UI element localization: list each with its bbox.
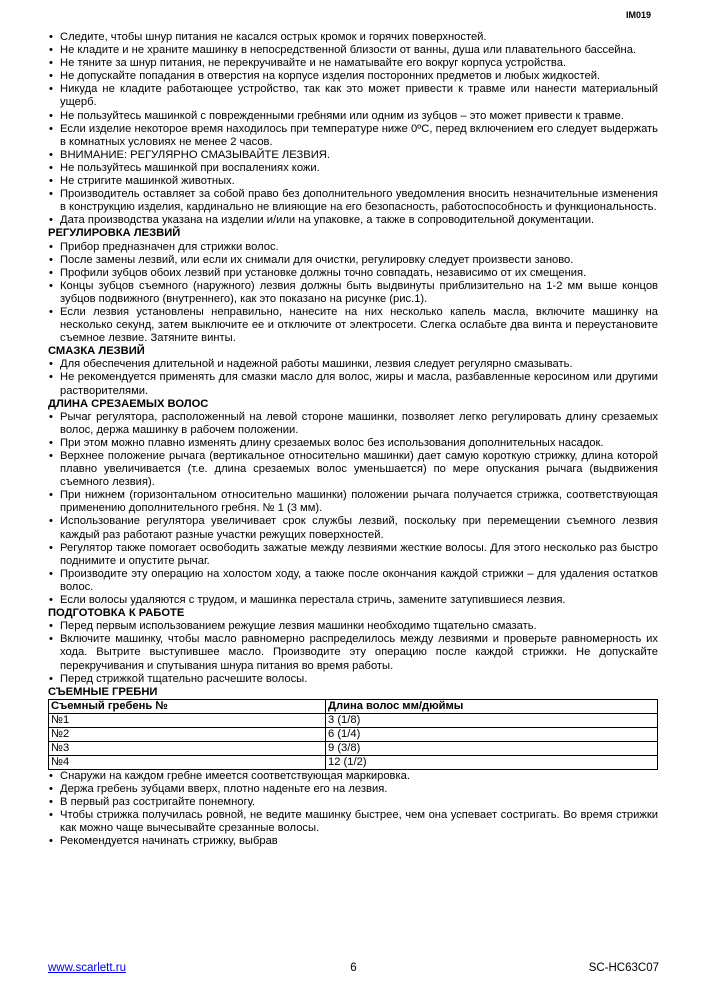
- preparation-list: [48, 620, 658, 685]
- list-item: • Производитель оставляет за собой право без дополнительного уведомления вносить незначительные изменения в конструкцию изделия, кардинально не влияющие на его безопасность, работоспособность и функциональность.: [48, 188, 658, 214]
- list-item: • Перед стрижкой тщательно расчешите волосы.: [48, 673, 658, 686]
- page-number: 6: [350, 962, 357, 974]
- list-item: • Регулятор также помогает освободить зажатые между лезвиями жесткие волосы. Для этого несколько раз быстро поднимите и опустите рычаг.: [48, 542, 658, 568]
- hair-length-cell: 12 (1/2): [326, 755, 658, 769]
- list-item: • Производите эту операцию на холостом ходу, а также после окончания каждой стрижки – для удаления остатков волос.: [48, 568, 658, 594]
- table-row: [49, 741, 658, 755]
- comb-number-cell: №1: [49, 713, 326, 727]
- list-item: • Если изделие некоторое время находилось при температуре ниже 0ºC, перед включением его следует выдержать в комнатных условиях не менее 2 часов.: [48, 123, 658, 149]
- manual-content: [48, 31, 658, 848]
- website-link[interactable]: www.scarlett.ru: [48, 962, 126, 974]
- list-item: • Концы зубцов съемного (наружного) лезвия должны быть выдвинуты приблизительно на 1-2 мм выше концов зубцов подвижного (внутреннего), как это показано на рисунке (рис.1).: [48, 280, 658, 306]
- list-item: • Следите, чтобы шнур питания не касался острых кромок и горячих поверхностей.: [48, 31, 658, 44]
- list-item: • Если лезвия установлены неправильно, нанесите на них несколько капель масла, включите машинку на несколько секунд, затем выключите ее и отключите от электросети. Слегка ослабьте два винта и переустановите съемное лезвие. Затяните винты.: [48, 306, 658, 345]
- hair-length-cell: 6 (1/4): [326, 727, 658, 741]
- section-heading-blade-adjustment: РЕГУЛИРОВКА ЛЕЗВИЙ: [48, 227, 181, 240]
- list-item: • При нижнем (горизонтальном относительно машинки) положении рычага получается стрижка, соответствующая применению дополнительного гребня. № 1 (3 мм).: [48, 489, 658, 515]
- list-item: • Рекомендуется начинать стрижку, выбрав: [48, 835, 658, 848]
- table-row: [49, 727, 658, 741]
- combs-table: [48, 699, 658, 770]
- comb-number-cell: №4: [49, 755, 326, 769]
- table-header-comb: Съемный гребень №: [49, 699, 326, 713]
- list-item: • Верхнее положение рычага (вертикальное относительно машинки) дает самую короткую стрижку, длина которой плавно увеличивается (т.е. длина срезаемых волос уменьшается) по мере опускания рычага (выдвижения съемного лезвия).: [48, 450, 658, 489]
- list-item: • Не тяните за шнур питания, не перекручивайте и не наматывайте его вокруг корпуса устройства.: [48, 57, 658, 70]
- safety-list: [48, 31, 658, 227]
- blade-lubrication-list: [48, 358, 658, 397]
- list-item: • Включите машинку, чтобы масло равномерно распределилось между лезвиями и проверьте равномерность их хода. Вытрите выступившее масло. Производите эту операцию после каждой стрижки. Не допускайте перекручивания и спутывания шнура питания во время работы.: [48, 633, 658, 672]
- comb-number-cell: №2: [49, 727, 326, 741]
- list-item: • Держа гребень зубцами вверх, плотно наденьте его на лезвия.: [48, 783, 658, 796]
- list-item: • Не пользуйтесь машинкой с поврежденными гребнями или одним из зубцов – это может привести к травме.: [48, 110, 658, 123]
- section-heading-cut-length: ДЛИНА СРЕЗАЕМЫХ ВОЛОС: [48, 397, 209, 410]
- page-footer: [48, 962, 659, 978]
- list-item: • Перед первым использованием режущие лезвия машинки необходимо тщательно смазать.: [48, 620, 658, 633]
- hair-length-cell: 3 (1/8): [326, 713, 658, 727]
- document-code: IM019: [625, 10, 651, 20]
- list-item: • Не стригите машинкой животных.: [48, 175, 658, 188]
- list-item: • Чтобы стрижка получилась ровной, не ведите машинку быстрее, чем она успевает состригать. Во время стрижки как можно чаще вычесывайте срезанные волосы.: [48, 809, 658, 835]
- cut-length-list: [48, 411, 658, 607]
- blade-adjustment-list: [48, 241, 658, 346]
- comb-number-cell: №3: [49, 741, 326, 755]
- list-item: • Прибор предназначен для стрижки волос.: [48, 241, 658, 254]
- list-item: • Рычаг регулятора, расположенный на левой стороне машинки, позволяет легко регулировать длину срезаемых волос, держа машинку в рабочем положении.: [48, 411, 658, 437]
- list-item: • Никуда не кладите работающее устройство, так как это может привести к травме или нанести материальный ущерб.: [48, 83, 658, 109]
- hair-length-cell: 9 (3/8): [326, 741, 658, 755]
- list-item: • Не пользуйтесь машинкой при воспалениях кожи.: [48, 162, 658, 175]
- table-header-row: [49, 699, 658, 713]
- section-heading-combs: СЪЕМНЫЕ ГРЕБНИ: [48, 685, 158, 698]
- list-item: • После замены лезвий, или если их снимали для очистки, регулировку следует произвести заново.: [48, 254, 658, 267]
- list-item: • Не рекомендуется применять для смазки масло для волос, жиры и масла, разбавленные керосином или другими растворителями.: [48, 371, 658, 397]
- section-heading-preparation: ПОДГОТОВКА К РАБОТЕ: [48, 607, 185, 620]
- list-item: • Дата производства указана на изделии и/или на упаковке, а также в сопроводительной документации.: [48, 214, 658, 227]
- table-row: [49, 713, 658, 727]
- list-item: • Снаружи на каждом гребне имеется соответствующая маркировка.: [48, 770, 658, 783]
- section-heading-blade-lubrication: СМАЗКА ЛЕЗВИЙ: [48, 345, 145, 358]
- combs-table-body: [49, 713, 658, 769]
- combs-list: [48, 770, 658, 849]
- list-item: • Профили зубцов обоих лезвий при установке должны точно совпадать, независимо от их смещения.: [48, 267, 658, 280]
- list-item: • В первый раз состригайте понемногу.: [48, 796, 658, 809]
- list-item: • При этом можно плавно изменять длину срезаемых волос без использования дополнительных насадок.: [48, 437, 658, 450]
- table-row: [49, 755, 658, 769]
- list-item: • ВНИМАНИЕ: РЕГУЛЯРНО СМАЗЫВАЙТЕ ЛЕЗВИЯ.: [48, 149, 658, 162]
- list-item: • Для обеспечения длительной и надежной работы машинки, лезвия следует регулярно смазывать.: [48, 358, 658, 371]
- table-header-length: Длина волос мм/дюймы: [326, 699, 658, 713]
- list-item: • Если волосы удаляются с трудом, и машинка перестала стричь, замените затупившиеся лезвия.: [48, 594, 658, 607]
- model-number: SC-HC63C07: [588, 962, 659, 974]
- list-item: • Использование регулятора увеличивает срок службы лезвий, поскольку при перемещении съемного лезвия каждый раз работают разные участки режущих поверхностей.: [48, 515, 658, 541]
- list-item: • Не допускайте попадания в отверстия на корпусе изделия посторонних предметов и любых жидкостей.: [48, 70, 658, 83]
- list-item: • Не кладите и не храните машинку в непосредственной близости от ванны, душа или плавательного бассейна.: [48, 44, 658, 57]
